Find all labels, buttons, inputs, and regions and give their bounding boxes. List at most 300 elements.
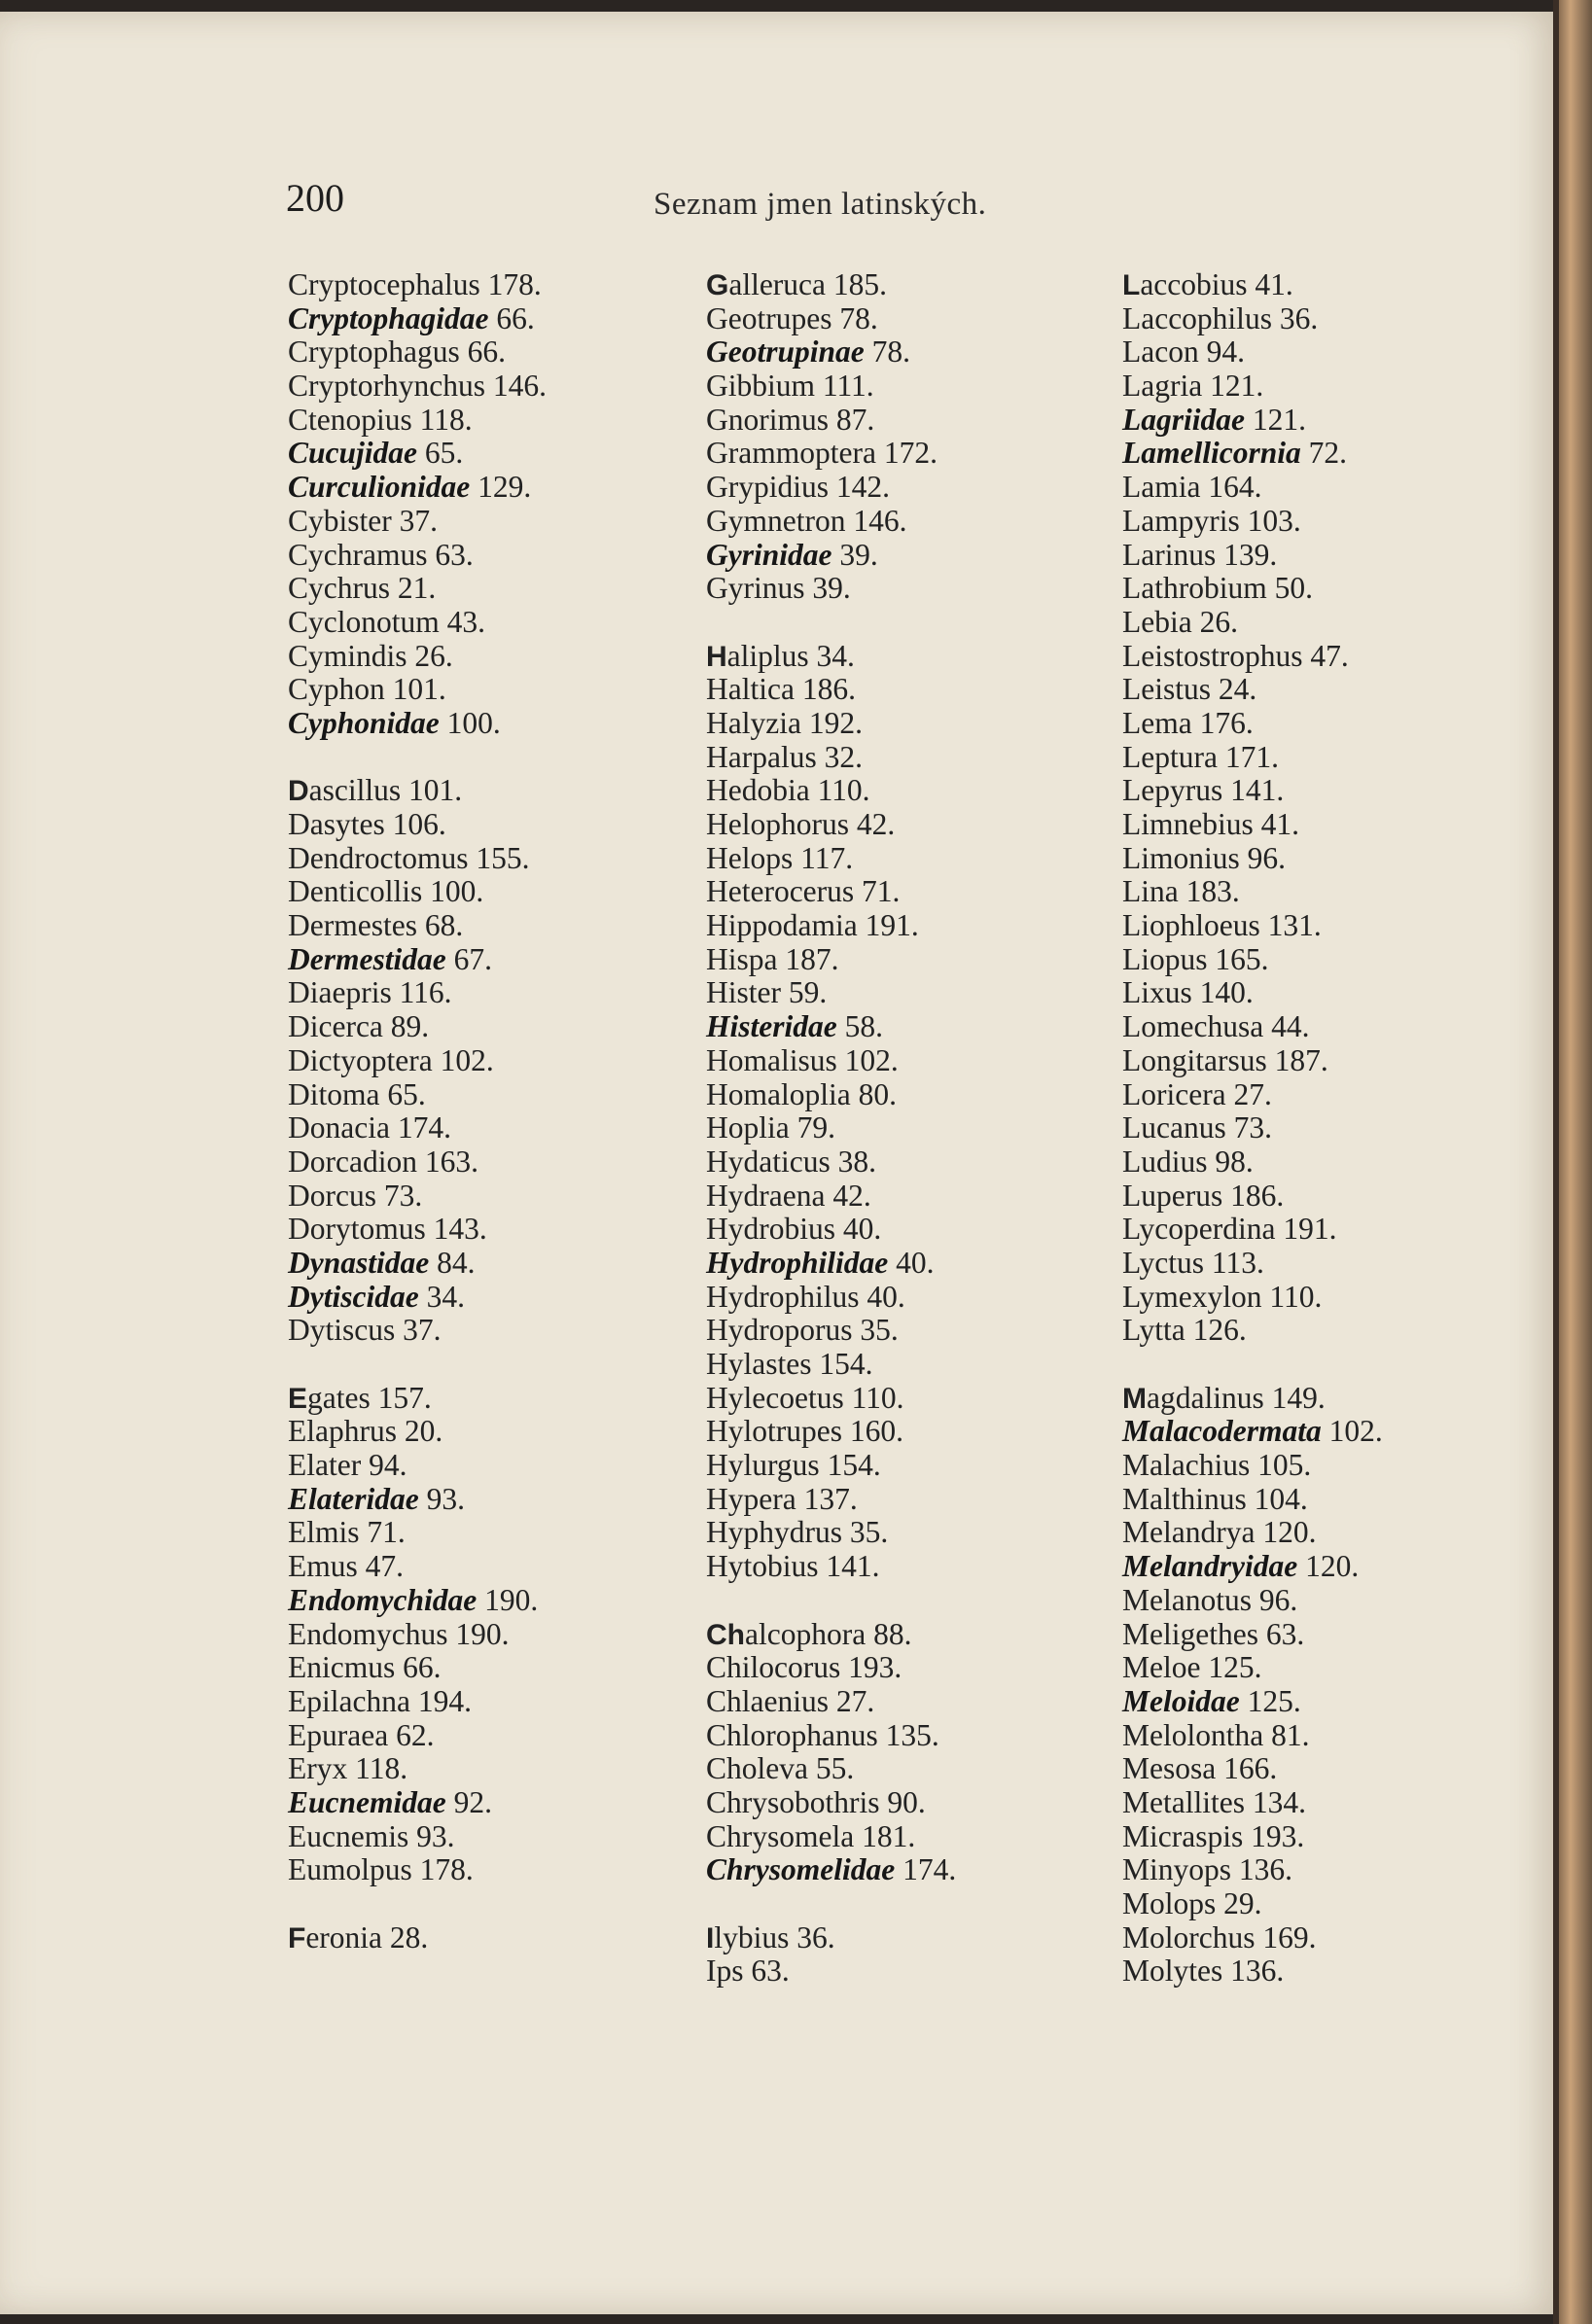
page-reference: 191.: [865, 908, 919, 943]
page-reference: 50.: [1274, 571, 1313, 606]
index-entry: [706, 673, 956, 707]
page-reference: 20.: [404, 1414, 443, 1449]
page-reference: 116.: [399, 975, 452, 1010]
section-gap: [288, 741, 547, 775]
page-reference: 71.: [862, 874, 901, 909]
genus-name: Hytobius: [706, 1549, 819, 1584]
book-spine: [1559, 0, 1592, 2324]
genus-name: Elaphrus: [288, 1414, 397, 1449]
family-name: Melandryidae: [1122, 1549, 1298, 1584]
genus-name: Leistostrophus: [1122, 638, 1303, 673]
running-title: Seznam jmen latinských.: [654, 187, 987, 222]
genus-name: Lomechusa: [1122, 1009, 1264, 1044]
genus-name: Helophorus: [706, 807, 849, 841]
page-reference: 190.: [455, 1616, 510, 1651]
index-entry: [1122, 437, 1383, 471]
page-reference: 42.: [856, 807, 896, 841]
page-reference: 24.: [1218, 672, 1257, 707]
page-reference: 47.: [1310, 638, 1349, 673]
index-entry: [1122, 268, 1383, 302]
index-entry: [706, 302, 956, 336]
index-entry: [288, 539, 547, 573]
genus-name: Cymindis: [288, 638, 407, 673]
index-entry: [1122, 1449, 1383, 1483]
page-reference: 136.: [1238, 1852, 1293, 1887]
section-gap: [706, 1887, 956, 1921]
family-name: Cryptophagidae: [288, 300, 489, 335]
page-reference: 129.: [478, 470, 532, 505]
page-reference: 37.: [403, 1313, 442, 1348]
index-entry: [706, 1685, 956, 1719]
index-entry: [1122, 1078, 1383, 1112]
page-reference: 92.: [453, 1784, 492, 1819]
genus-name: Liophloeus: [1122, 908, 1260, 943]
page-reference: 40.: [867, 1279, 905, 1314]
index-entry: [1122, 572, 1383, 606]
index-entry: [288, 1145, 547, 1180]
page-reference: 120.: [1262, 1515, 1317, 1550]
page-reference: 171.: [1224, 739, 1279, 774]
index-entry: [288, 976, 547, 1010]
section-gap: [706, 606, 956, 640]
genus-name: Hylecoetus: [706, 1380, 844, 1415]
page-reference: 141.: [826, 1549, 880, 1584]
page-reference: 58.: [844, 1009, 883, 1044]
index-entry: [706, 1382, 956, 1416]
page-reference: 41.: [1255, 267, 1293, 301]
genus-name: Lampyris: [1122, 503, 1240, 538]
page-reference: 65.: [387, 1076, 426, 1111]
index-entry: [1122, 1483, 1383, 1517]
page-reference: 35.: [849, 1515, 889, 1550]
page-reference: 118.: [419, 402, 473, 437]
page-reference: 110.: [1269, 1279, 1323, 1314]
genus-name: Meligethes: [1122, 1616, 1258, 1651]
family-name: Gyrinidae: [706, 537, 832, 572]
index-entry: [288, 1382, 547, 1416]
index-entry: [288, 808, 547, 842]
index-entry: [288, 1516, 547, 1550]
index-entry: [1122, 774, 1383, 808]
index-entry: [288, 1786, 547, 1820]
page-reference: 84.: [437, 1245, 476, 1280]
genus-name: Dendroctomus: [288, 840, 469, 875]
page-reference: 100.: [446, 705, 501, 740]
index-entry: [1122, 1180, 1383, 1214]
page-reference: 63.: [435, 537, 474, 572]
index-entry: [288, 1247, 547, 1281]
genus-name: Hylurgus: [706, 1448, 820, 1483]
page-reference: 172.: [883, 436, 938, 471]
page-reference: 36.: [796, 1919, 835, 1954]
page-reference: 78.: [839, 300, 878, 335]
index-entry: [288, 1180, 547, 1214]
page-reference: 110.: [851, 1380, 904, 1415]
page-reference: 34.: [426, 1279, 465, 1314]
page-reference: 101.: [408, 773, 463, 808]
page-reference: 140.: [1199, 975, 1254, 1010]
genus-name: Metallites: [1122, 1784, 1245, 1819]
page-reference: 96.: [1258, 1582, 1298, 1617]
index-entry: [1122, 335, 1383, 370]
family-name: Chrysomelidae: [706, 1852, 896, 1887]
index-entry: [706, 741, 956, 775]
index-entry: [288, 572, 547, 606]
index-entry: [288, 673, 547, 707]
index-entry: [1122, 1954, 1383, 1989]
page-reference: 143.: [433, 1212, 487, 1247]
genus-name: Hydroporus: [706, 1313, 853, 1348]
index-entry: [1122, 875, 1383, 909]
genus-name: Liopus: [1122, 941, 1208, 976]
page-reference: 187.: [785, 941, 839, 976]
index-entry: [288, 943, 547, 977]
index-entry: [706, 471, 956, 505]
index-entry: [706, 335, 956, 370]
page-reference: 193.: [848, 1650, 902, 1685]
genus-name: Limnebius: [1122, 807, 1254, 841]
index-entry: [1122, 1281, 1383, 1315]
page-reference: 111.: [822, 369, 874, 404]
index-entry: [1122, 1786, 1383, 1820]
section-initial: M: [1122, 1382, 1147, 1415]
index-entry: [1122, 1415, 1383, 1449]
index-entry: [288, 707, 547, 741]
index-entry: [288, 1213, 547, 1247]
genus-name: Halyzia: [706, 705, 801, 740]
index-entry: [288, 1853, 547, 1887]
index-entry: [706, 1314, 956, 1348]
genus-name: Ctenopius: [288, 402, 412, 437]
page-reference: 155.: [476, 840, 530, 875]
index-entry: [706, 1010, 956, 1044]
page-reference: 66.: [403, 1650, 442, 1685]
genus-name: Chrysobothris: [706, 1784, 880, 1819]
index-entry: [1122, 1044, 1383, 1078]
page-reference: 55.: [815, 1751, 855, 1786]
page-reference: 191.: [1283, 1212, 1337, 1247]
page-reference: 63.: [751, 1954, 790, 1989]
index-entry: [706, 539, 956, 573]
genus-name: Gyrinus: [706, 571, 805, 606]
genus-name: Hydrobius: [706, 1212, 835, 1247]
page-reference: 39.: [812, 571, 851, 606]
index-entry: [706, 976, 956, 1010]
index-entry: [1122, 1145, 1383, 1180]
index-column-3: [1122, 268, 1383, 1989]
section-initial: I: [706, 1921, 715, 1954]
page-reference: 73.: [383, 1178, 423, 1213]
index-entry: [1122, 707, 1383, 741]
index-entry: [288, 335, 547, 370]
page-reference: 157.: [377, 1380, 432, 1415]
genus-name: Ditoma: [288, 1076, 380, 1111]
page-reference: 187.: [1274, 1042, 1328, 1077]
index-entry: [706, 370, 956, 404]
genus-name: Cybister: [288, 503, 392, 538]
genus-name: aliplus: [726, 638, 809, 673]
page-reference: 35.: [860, 1313, 899, 1348]
family-name: Cucujidae: [288, 436, 418, 471]
index-entry: [288, 1111, 547, 1145]
page-reference: 21.: [397, 571, 437, 606]
page-reference: 93.: [416, 1818, 455, 1853]
page-reference: 174.: [902, 1852, 957, 1887]
page-reference: 44.: [1271, 1009, 1310, 1044]
page-reference: 59.: [788, 975, 828, 1010]
page-number: 200: [286, 176, 344, 220]
index-entry: [288, 437, 547, 471]
section-initial: H: [706, 640, 727, 673]
index-entry: [706, 640, 956, 674]
page-reference: 43.: [446, 604, 485, 639]
family-name: Hydrophilidae: [706, 1245, 889, 1280]
page-reference: 39.: [839, 537, 878, 572]
page-reference: 104.: [1254, 1481, 1308, 1516]
genus-name: Gnorimus: [706, 402, 829, 437]
page-reference: 40.: [896, 1245, 935, 1280]
genus-name: Lycoperdina: [1122, 1212, 1276, 1247]
family-name: Lamellicornia: [1122, 436, 1301, 471]
page-reference: 139.: [1223, 537, 1278, 572]
genus-name: Hypera: [706, 1481, 796, 1516]
index-entry: [706, 1247, 956, 1281]
family-name: Curculionidae: [288, 470, 471, 505]
genus-name: Hydraena: [706, 1178, 826, 1213]
family-name: Malacodermata: [1122, 1414, 1322, 1449]
index-entry: [1122, 1213, 1383, 1247]
genus-name: Hispa: [706, 941, 778, 976]
genus-name: Hylotrupes: [706, 1414, 842, 1449]
page-reference: 27.: [835, 1683, 875, 1718]
index-entry: [288, 268, 547, 302]
index-entry: [288, 1010, 547, 1044]
family-name: Meloidae: [1122, 1683, 1240, 1718]
genus-name: Ips: [706, 1954, 744, 1989]
family-name: Dermestidae: [288, 941, 446, 976]
page-reference: 40.: [842, 1212, 882, 1247]
index-entry: [1122, 1820, 1383, 1854]
index-entry: [288, 606, 547, 640]
page-reference: 28.: [389, 1919, 429, 1954]
page-reference: 120.: [1305, 1549, 1360, 1584]
page-reference: 163.: [424, 1144, 478, 1179]
genus-name: Mesosa: [1122, 1751, 1217, 1786]
page-reference: 89.: [390, 1009, 430, 1044]
index-entry: [1122, 1618, 1383, 1652]
index-entry: [1122, 539, 1383, 573]
page-reference: 71.: [367, 1515, 406, 1550]
genus-name: Melolontha: [1122, 1717, 1264, 1752]
section-initial: F: [288, 1921, 306, 1954]
page-reference: 113.: [1211, 1245, 1264, 1280]
index-entry: [288, 1078, 547, 1112]
genus-name: Harpalus: [706, 739, 817, 774]
genus-name: Hoplia: [706, 1110, 790, 1145]
page-reference: 63.: [1265, 1616, 1305, 1651]
page-reference: 93.: [426, 1481, 465, 1516]
index-entry: [706, 404, 956, 438]
page-reference: 154.: [819, 1347, 873, 1381]
genus-name: Leptura: [1122, 739, 1218, 774]
genus-name: Lamia: [1122, 470, 1201, 505]
page-reference: 135.: [885, 1717, 939, 1752]
section-gap: [1122, 1348, 1383, 1382]
index-entry: [1122, 1651, 1383, 1685]
genus-name: Lixus: [1122, 975, 1192, 1010]
page-reference: 186.: [1230, 1178, 1285, 1213]
family-name: Dynastidae: [288, 1245, 430, 1280]
genus-name: Lepyrus: [1122, 773, 1223, 808]
genus-name: Malachius: [1122, 1448, 1251, 1483]
index-entry: [706, 1145, 956, 1180]
index-entry: [706, 1921, 956, 1955]
index-entry: [1122, 976, 1383, 1010]
index-entry: [288, 774, 547, 808]
genus-name: Diaepris: [288, 975, 392, 1010]
index-entry: [288, 909, 547, 943]
index-entry: [706, 1281, 956, 1315]
page-reference: 165.: [1215, 941, 1269, 976]
genus-name: Dictyoptera: [288, 1042, 433, 1077]
genus-name: Dicerca: [288, 1009, 383, 1044]
genus-name: Choleva: [706, 1751, 808, 1786]
genus-name: Limonius: [1122, 840, 1240, 875]
index-entry: [706, 1820, 956, 1854]
index-entry: [1122, 1719, 1383, 1753]
index-entry: [706, 1415, 956, 1449]
genus-name: Ludius: [1122, 1144, 1208, 1179]
index-entry: [706, 909, 956, 943]
page-reference: 154.: [827, 1448, 881, 1483]
page-reference: 136.: [1230, 1954, 1285, 1989]
index-entry: [706, 1752, 956, 1786]
page-reference: 96.: [1247, 840, 1287, 875]
index-entry: [706, 505, 956, 539]
genus-name: accobius: [1140, 267, 1248, 301]
index-entry: [288, 404, 547, 438]
page-reference: 88.: [873, 1616, 912, 1651]
book-page: [0, 12, 1556, 2314]
genus-name: Micraspis: [1122, 1818, 1244, 1853]
genus-name: Larinus: [1122, 537, 1217, 572]
genus-name: Grammoptera: [706, 436, 876, 471]
index-entry: [706, 875, 956, 909]
page-reference: 66.: [467, 335, 506, 370]
page-reference: 160.: [849, 1414, 903, 1449]
index-entry: [288, 1550, 547, 1584]
genus-name: Lathrobium: [1122, 571, 1267, 606]
genus-name: Lebia: [1122, 604, 1192, 639]
genus-name: Laccophilus: [1122, 300, 1272, 335]
genus-name: Longitarsus: [1122, 1042, 1267, 1077]
page-reference: 121.: [1210, 369, 1264, 404]
genus-name: Cyphon: [288, 672, 385, 707]
page-reference: 192.: [808, 705, 863, 740]
page-reference: 102.: [440, 1042, 494, 1077]
index-entry: [706, 268, 956, 302]
genus-name: Hippodamia: [706, 908, 858, 943]
family-name: Eucnemidae: [288, 1784, 446, 1819]
genus-name: Haltica: [706, 672, 795, 707]
genus-name: Dasytes: [288, 807, 385, 841]
genus-name: ascillus: [308, 773, 402, 808]
genus-name: Molorchus: [1122, 1919, 1256, 1954]
page-reference: 105.: [1257, 1448, 1312, 1483]
index-entry: [1122, 370, 1383, 404]
page-reference: 169.: [1262, 1919, 1317, 1954]
family-name: Endomychidae: [288, 1582, 478, 1617]
index-entry: [288, 1752, 547, 1786]
page-reference: 166.: [1223, 1751, 1278, 1786]
index-entry: [1122, 1921, 1383, 1955]
index-entry: [1122, 1853, 1383, 1887]
page-reference: 181.: [862, 1818, 916, 1853]
index-entry: [288, 471, 547, 505]
genus-name: Eucnemis: [288, 1818, 409, 1853]
family-name: Lagriidae: [1122, 402, 1245, 437]
index-entry: [1122, 1685, 1383, 1719]
genus-name: Dorytomus: [288, 1212, 426, 1247]
page-reference: 186.: [801, 672, 856, 707]
genus-name: Hylastes: [706, 1347, 812, 1381]
index-entry: [288, 1044, 547, 1078]
index-entry: [288, 1314, 547, 1348]
section-gap: [288, 1887, 547, 1921]
page-reference: 32.: [824, 739, 863, 774]
page-reference: 27.: [1233, 1076, 1272, 1111]
page-reference: 80.: [858, 1076, 897, 1111]
page-reference: 81.: [1271, 1717, 1310, 1752]
genus-name: Lema: [1122, 705, 1192, 740]
page-reference: 117.: [800, 840, 854, 875]
genus-name: Helops: [706, 840, 794, 875]
genus-name: Meloe: [1122, 1650, 1201, 1685]
index-column-1: [288, 268, 547, 1954]
genus-name: Homalisus: [706, 1042, 837, 1077]
page-reference: 125.: [1247, 1683, 1301, 1718]
index-entry: [1122, 808, 1383, 842]
index-entry: [1122, 741, 1383, 775]
genus-name: Enicmus: [288, 1650, 396, 1685]
index-entry: [288, 302, 547, 336]
index-entry: [706, 437, 956, 471]
index-entry: [1122, 606, 1383, 640]
family-name: Cyphonidae: [288, 705, 440, 740]
index-entry: [1122, 673, 1383, 707]
genus-name: Melanotus: [1122, 1582, 1252, 1617]
index-entry: [706, 1111, 956, 1145]
page-reference: 37.: [399, 503, 438, 538]
genus-name: Dorcus: [288, 1178, 376, 1213]
genus-name: Denticollis: [288, 874, 423, 909]
section-initial: L: [1122, 269, 1141, 301]
genus-name: Emus: [288, 1549, 358, 1584]
genus-name: Lytta: [1122, 1313, 1185, 1348]
index-entry: [288, 842, 547, 876]
genus-name: Cryptophagus: [288, 335, 460, 370]
index-entry: [1122, 1247, 1383, 1281]
section-gap: [288, 1348, 547, 1382]
index-entry: [288, 640, 547, 674]
page-reference: 34.: [816, 638, 855, 673]
genus-name: Cychramus: [288, 537, 428, 572]
index-entry: [706, 1044, 956, 1078]
page-reference: 65.: [424, 436, 464, 471]
genus-name: Malthinus: [1122, 1481, 1247, 1516]
genus-name: lybius: [714, 1919, 790, 1954]
genus-name: Lucanus: [1122, 1110, 1226, 1145]
